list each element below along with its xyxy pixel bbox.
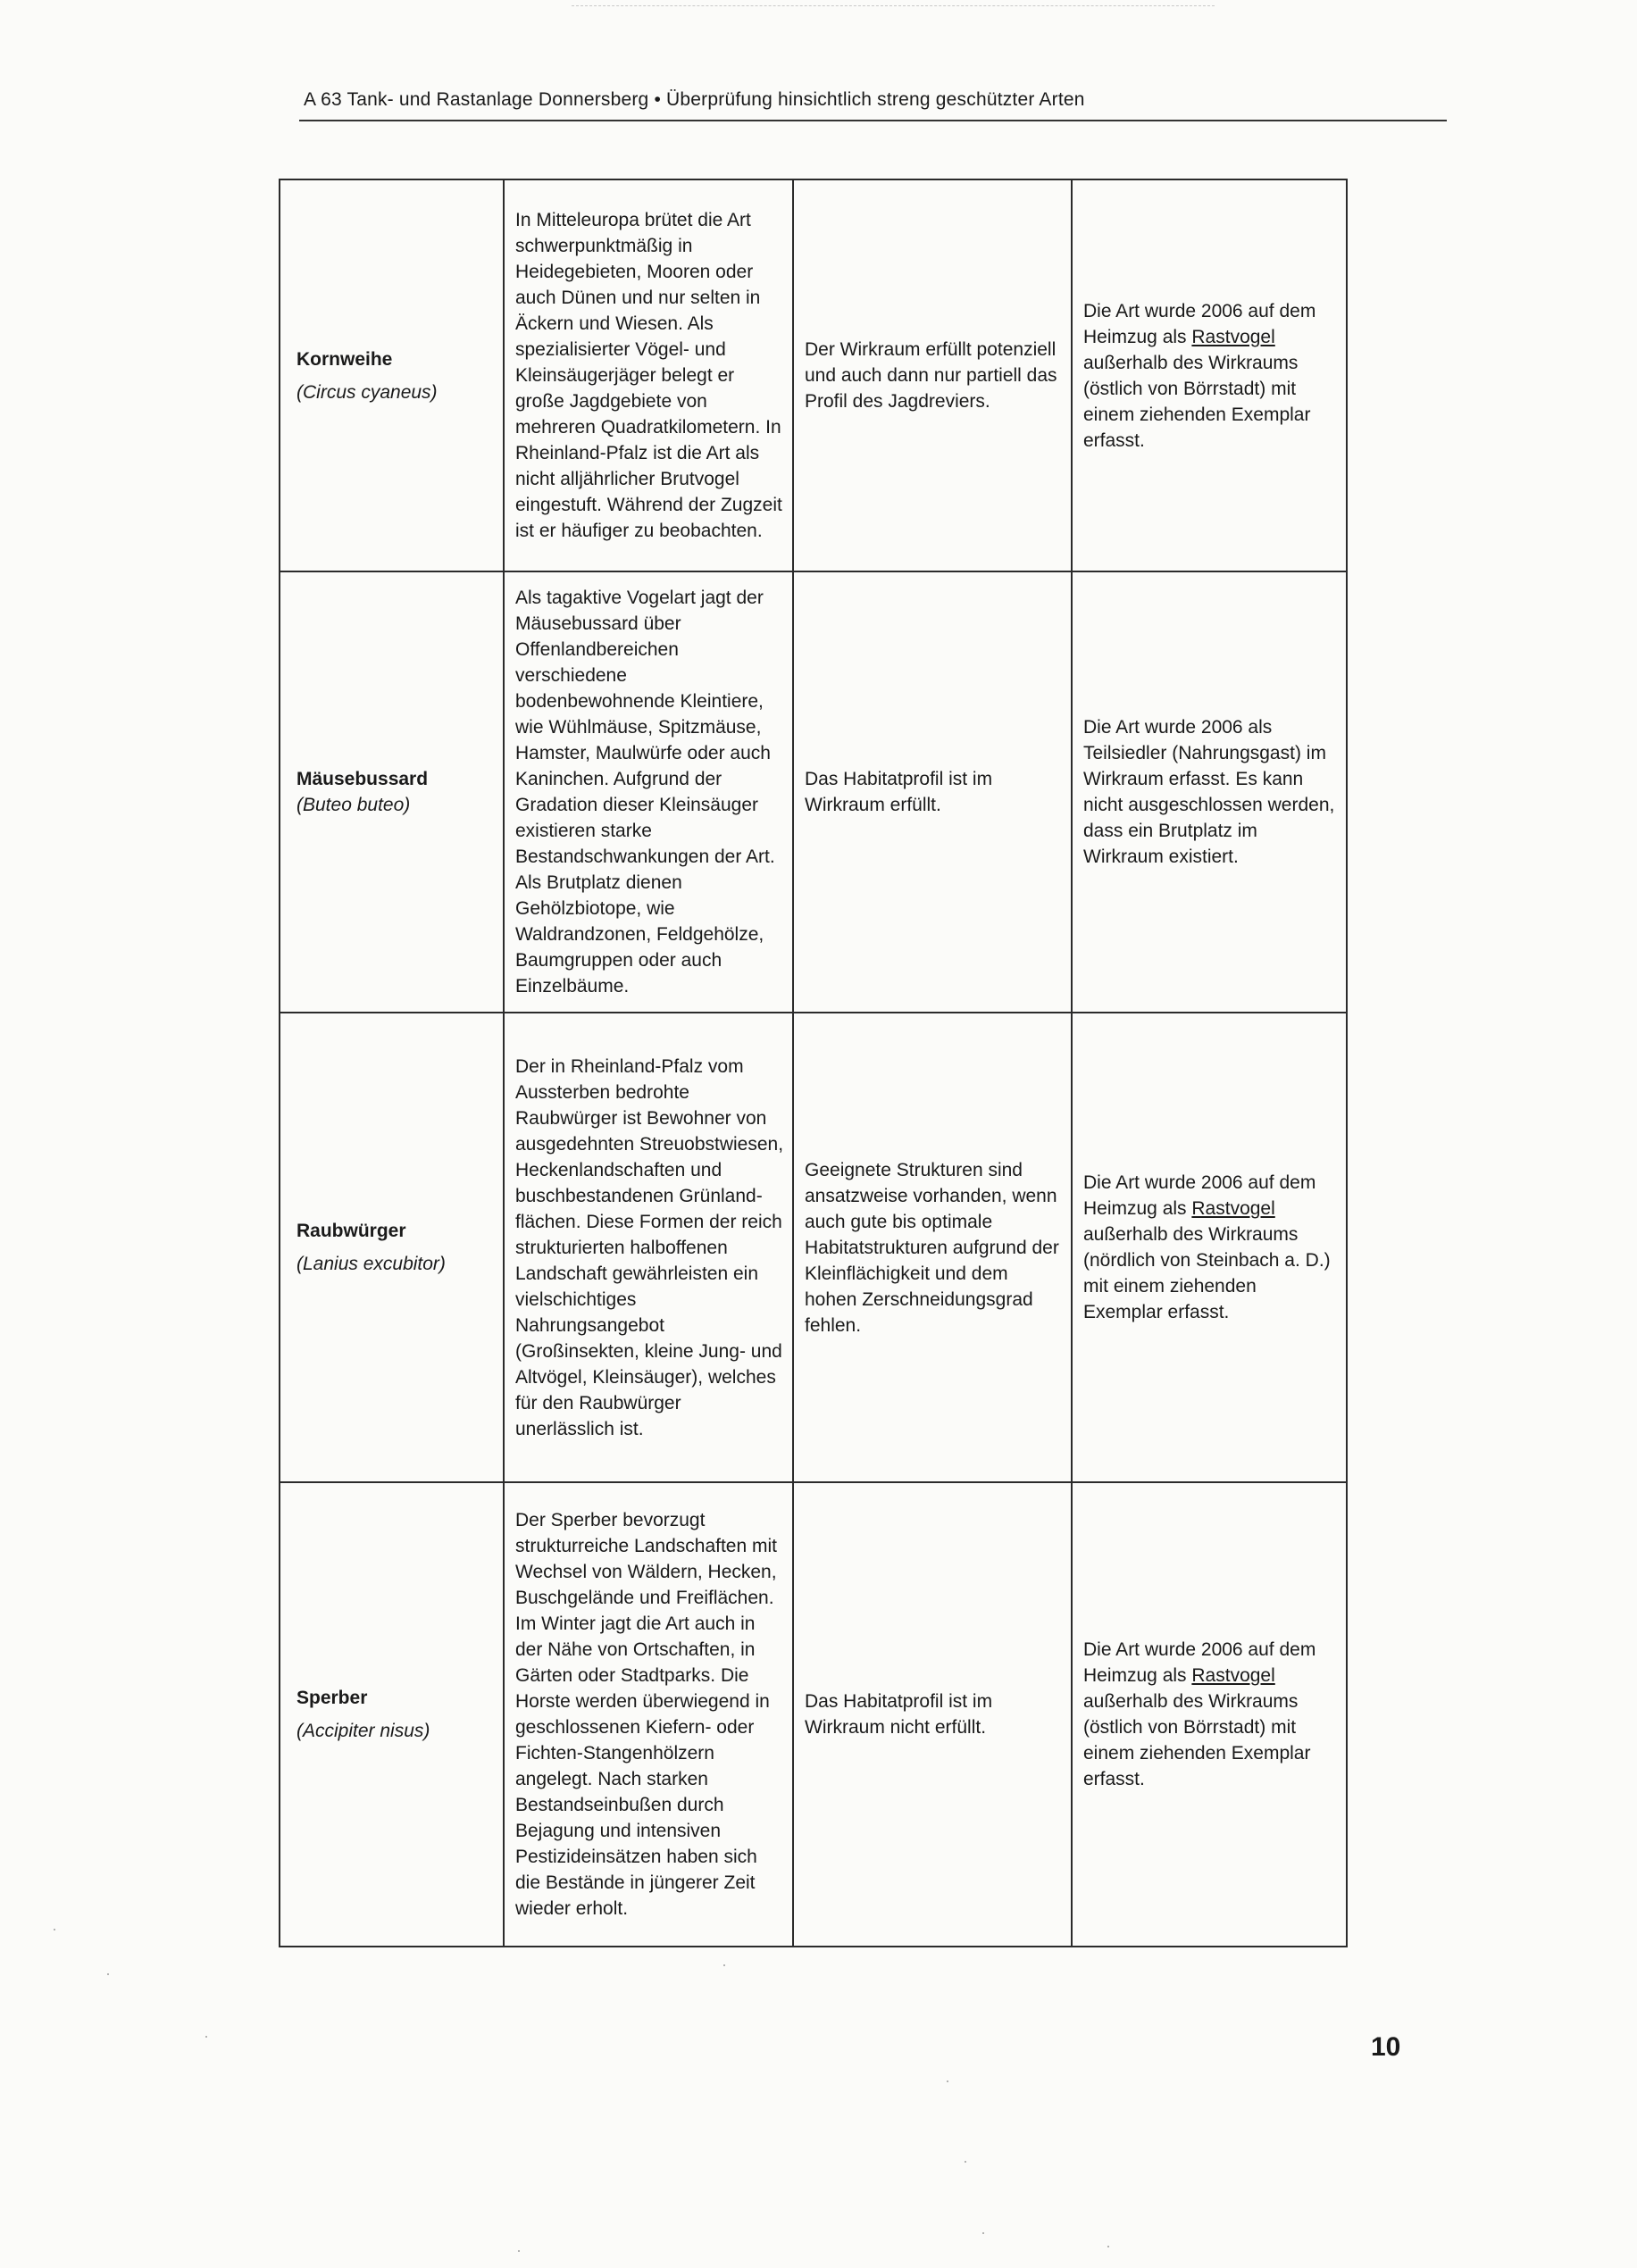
species-description: Der Sperber bevorzugt strukturreiche Landschaften mit Wechsel von Wäldern, Hecken, Buschgelände und Freiflächen. Im Winter jagt die Art auch in der Nähe von Ortschaften, in Gärten oder Stadtparks. Die Horste werden überwiegend in geschlossenen Kiefern- oder Fichten-Stangenhölzern angelegt. Nach starken Bestandseinbußen durch Bejagung und intensiven Pestizideinsätzen haben sich die Bestände in jüngerer Zeit wieder erholt. [515, 1510, 777, 1919]
survey-finding [1073, 1164, 1346, 1330]
scan-speck [965, 2161, 966, 2163]
species-description: Der in Rheinland-Pfalz vom Aussterben bedrohte Raubwürger ist Bewohner von ausgedehnten Streuobstwiesen, Heckenlandschaften und buschbestandenen Grünland-flächen. Diese Formen der reich strukturierten halboffenen Landschaft gewährleisten ein vielschichtiges Nahrungsangebot (Großinsekten, kleine Jung- und Altvögel, Kleinsäuger), welches für den Raubwürger unerlässlich ist. [515, 1055, 784, 1439]
page-header: A 63 Tank- und Rastanlage Donnersberg • Überprüfung hinsichtlich streng geschützter Arten [304, 89, 1085, 110]
species-latin-name: (Circus cyaneus) [296, 381, 438, 403]
species-name-cell [280, 1013, 504, 1482]
rastvogel-term: Rastvogel [1191, 1665, 1275, 1686]
survey-finding-cell [1072, 179, 1347, 571]
habitat-assessment-cell [793, 1013, 1072, 1482]
survey-finding-text: außerhalb des Wirkraums (nördlich von Steinbach a. D.) mit einem ziehenden Exemplar erfasst. [1083, 1224, 1331, 1322]
scan-speck [1107, 2246, 1109, 2247]
species-description-cell [504, 179, 793, 571]
header-rule [299, 120, 1447, 121]
scan-speck [723, 1964, 725, 1966]
species-name-cell [280, 179, 504, 571]
survey-finding-text: Die Art wurde 2006 auf dem Heimzug als [1083, 1172, 1316, 1219]
scan-speck [947, 2080, 948, 2082]
species-name: Sperber [296, 1688, 368, 1708]
species-latin-name: (Lanius excubitor) [296, 1254, 446, 1274]
scan-top-rule [572, 5, 1215, 6]
table-row [280, 1482, 1347, 1947]
scan-speck [518, 2250, 520, 2252]
survey-finding-text: Die Art wurde 2006 auf dem Heimzug als [1083, 1639, 1316, 1686]
table-row [280, 571, 1347, 1013]
scan-speck [205, 2036, 207, 2038]
species-latin-name: (Accipiter nisus) [296, 1721, 430, 1741]
habitat-assessment-cell [793, 1482, 1072, 1947]
survey-finding-cell [1072, 571, 1347, 1013]
habitat-assessment: Der Wirkraum erfüllt potenziell und auch dann nur partiell das Profil des Jagdreviers. [805, 339, 1057, 412]
species-description: Als tagaktive Vogelart jagt der Mäusebussard über Offenlandbereichen verschiedene bodenbewohnende Kleintiere, wie Wühlmäuse, Spitzmäuse, Hamster, Maulwürfe oder auch Kaninchen. Aufgrund der Gradation dieser Kleinsäuger existieren starke Bestandschwankungen der Art. Als Brutplatz dienen Gehölzbiotope, wie Waldrandzonen, Feldgehölze, Baumgruppen oder auch Einzelbäume. [515, 588, 775, 996]
species-name: Mäusebussard [296, 769, 429, 789]
species-description-cell [504, 1013, 793, 1482]
species-description-cell [504, 571, 793, 1013]
table-row [280, 1013, 1347, 1482]
page-number: 10 [1371, 2032, 1401, 2062]
scan-speck [54, 1929, 55, 1930]
survey-finding-cell [1072, 1482, 1347, 1947]
species-table [279, 179, 1348, 1947]
survey-finding: Die Art wurde 2006 als Teilsiedler (Nahrungsgast) im Wirkraum erfasst. Es kann nicht ausgeschlossen werden, dass ein Brutplatz im Wirkraum existiert. [1083, 717, 1335, 867]
species-name: Kornweihe [296, 348, 393, 370]
survey-finding-text: außerhalb des Wirkraums (östlich von Börrstadt) mit einem ziehenden Exemplar erfasst. [1083, 1691, 1311, 1789]
habitat-assessment: Geeignete Strukturen sind ansatzweise vorhanden, wenn auch gute bis optimale Habitatstrukturen aufgrund der Kleinflächigkeit und dem hohen Zerschneidungsgrad fehlen. [805, 1159, 1059, 1336]
survey-finding [1073, 1631, 1346, 1797]
table-row [280, 179, 1347, 571]
survey-finding-cell [1072, 1013, 1347, 1482]
habitat-assessment: Das Habitatprofil ist im Wirkraum nicht erfüllt. [805, 1691, 993, 1738]
scan-speck [107, 1973, 109, 1975]
species-description-cell [504, 1482, 793, 1947]
rastvogel-term: Rastvogel [1191, 326, 1275, 347]
species-name: Raubwürger [296, 1221, 406, 1241]
rastvogel-term: Rastvogel [1191, 1198, 1275, 1219]
species-name-cell [280, 571, 504, 1013]
habitat-assessment-cell [793, 179, 1072, 571]
habitat-assessment: Das Habitatprofil ist im Wirkraum erfüllt. [805, 769, 993, 815]
scan-speck [982, 2232, 984, 2234]
survey-finding-text: außerhalb des Wirkraums (östlich von Börrstadt) mit einem ziehenden Exemplar erfasst. [1083, 352, 1311, 451]
species-latin-name: (Buteo buteo) [296, 795, 411, 815]
species-name-cell [280, 1482, 504, 1947]
survey-finding-text: Die Art wurde 2006 auf dem Heimzug als [1083, 300, 1316, 347]
survey-finding [1073, 293, 1346, 459]
habitat-assessment-cell [793, 571, 1072, 1013]
species-description: In Mitteleuropa brütet die Art schwerpunktmäßig in Heidegebieten, Mooren oder auch Dünen und nur selten in Äckern und Wiesen. Als spezialisierter Vögel- und Kleinsäugerjäger belegt er große Jagdgebiete von mehreren Quadratkilometern. In Rheinland-Pfalz ist die Art als nicht alljährlicher Brutvogel eingestuft. Während der Zugzeit ist er häufiger zu beobachten. [515, 210, 782, 541]
